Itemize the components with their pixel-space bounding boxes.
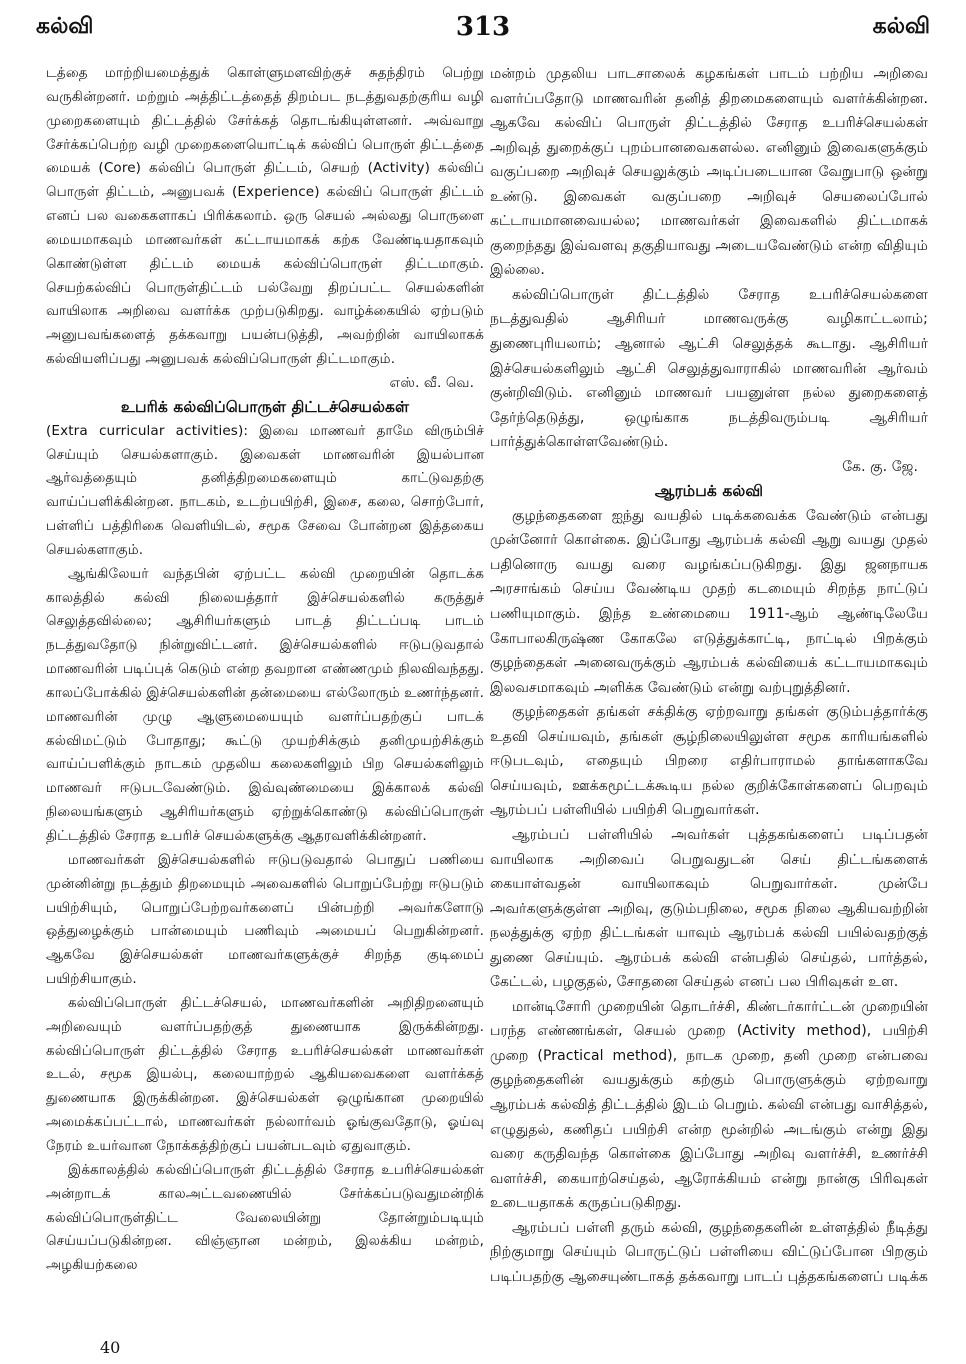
page-number: 313 bbox=[455, 12, 511, 42]
signature-number: 40 bbox=[100, 1338, 121, 1357]
author-initials: எஸ். வீ. வெ. bbox=[389, 374, 474, 391]
author-initials: கே. கு. ஜே. bbox=[842, 458, 918, 475]
right-column bbox=[490, 62, 928, 1289]
section-heading: உபரிக் கல்விப்பொருள் திட்டச்செயல்கள் bbox=[120, 397, 410, 416]
paragraph: மான்டிசோரி முறையின் தொடர்ச்சி, கிண்டர்கார்ட்டன் முறையின் பரந்த எண்ணங்கள், செயல் முறை (Activity method), பயிற்சி முறை (Practical method), நாடக முறை, தனி முறை என்பவை குழந்தைகளின் வயதுக்கும் கற்கும் பொருளுக்கும் ஏற்றவாறு ஆரம்பக் கல்வித் திட்டத்தில் இடம் பெறும். கல்வி என்பது வாசித்தல், எழுதுதல், கணிதப் பயிற்சி என்ற மூன்றில் அடங்கும் என்று இது வரை கருதிவந்த கொள்கை இப்போது அறிவு வளர்ச்சி, உணர்ச்சி வளர்ச்சி, கையாற்செய்தல், ஆரோக்கியம் என்று நான்கு பிரிவுகள் உடையதாகக் கருதப்படுகிறது. bbox=[490, 998, 928, 1212]
paragraph: கல்விப்பொருள் திட்டச்செயல், மாணவர்களின் அறிதிறனையும் அறிவையும் வளர்ப்பதற்குத் துணையாக இருக்கின்றது. கல்விப்பொருள் திட்டத்தில் சேராத உபரிச்செயல்கள் மாணவர்கள் உடல், சமூக இயல்பு, கலையாற்றல் ஆகியவைகளை வளர்க்கத் துணையாக இருக்கின்றன. இச்செயல்கள் ஒழுங்கான முறையில் அமைக்கப்பட்டால், மாணவர்கள் நல்லார்வம் ஓங்குவதோடு, ஓய்வு நேரம் உயர்வான நோக்கத்திற்குப் பயன்படவும் ஏதுவாகும். bbox=[46, 994, 484, 1154]
paragraph: மன்றம் முதலிய பாடசாலைக் கழகங்கள் பாடம் பற்றிய அறிவை வளர்ப்பதோடு மாணவரின் தனித் திறமைகளையும் வளர்க்கின்றன. ஆகவே கல்விப் பொருள் திட்டத்தில் சேராத உபரிச்செயல்கள் அறிவுத் துறைக்குப் புறம்பானவைகளல்ல. எனினும் இவைகளுக்கும் வகுப்பறை அறிவுச் செயலுக்கும் அடிப்படையான வேறுபாடு ஒன்று உண்டு. இவைகள் வகுப்பறை அறிவுச் செயலைப்போல் கட்டாயமானவையல்ல; மாணவர்கள் இவைகளில் திட்டமாகக் குறைந்தது இவ்வளவு தகுதியாவது அடையவேண்டும் என்ற விதியும் இல்லை. bbox=[490, 66, 928, 279]
paragraph: ஆரம்பப் பள்ளியில் அவர்கள் புத்தகங்களைப் படிப்பதன் வாயிலாக அறிவைப் பெறுவதுடன் செய் திட்டங்களைக் கையாள்வதன் வாயிலாகவும் பெறுவார்கள். முன்பே அவர்களுக்குள்ள அறிவு, குடும்பநிலை, சமூக நிலை ஆகியவற்றின் நலத்துக்கு ஏற்ற திட்டங்கள் யாவும் ஆரம்பக் கல்வி பயில்வதற்குத் துணை செய்யும். ஆரம்பக் கல்வி என்பதில் செய்தல், பார்த்தல், கேட்டல், பழகுதல், சோதனை செய்தல் எனப் பல பிரிவுகள் உள. bbox=[490, 826, 928, 991]
paragraph: ஆரம்பப் பள்ளி தரும் கல்வி, குழந்தைகளின் உள்ளத்தில் நீடித்து நிற்குமாறு செய்யும் பொருட்டுப் பள்ளியை விட்டுப்போன பிறகும் படிப்பதற்கு ஆசையுண்டாகத் தக்கவாறு பாடப் புத்தகங்களைப் படிக்க bbox=[490, 1219, 928, 1285]
section-heading: ஆரம்பக் கல்வி bbox=[654, 482, 764, 501]
paragraph: இக்காலத்தில் கல்விப்பொருள் திட்டத்தில் சேராத உபரிச்செயல்கள் அன்றாடக் காலஅட்டவணையில் சேர்க்கப்படுவதுமன்றிக் கல்விப்பொருள்திட்ட வேலையின்று தோன்றும்படியும் செய்யப்படுகின்றன. விஞ்ஞான மன்றம், இலக்கிய மன்றம், அழகியற்கலை bbox=[46, 1161, 484, 1274]
running-head-left: கல்வி bbox=[36, 14, 94, 39]
page-header bbox=[0, 0, 966, 52]
left-column bbox=[46, 62, 484, 1278]
running-head-right: கல்வி bbox=[872, 14, 930, 39]
paragraph: (Extra curricular activities): இவை மாணவர் தாமே விரும்பிச் செய்யும் செயல்களாகும். இவைகள் மாணவரின் இயல்பான ஆர்வத்தையும் தனித்திறமைகளையும் காட்டுவதற்கு வாய்ப்பளிக்கின்றன. நாடகம், உடற்பயிற்சி, இசை, கலை, சொற்போர், பள்ளிப் பத்திரிகை வெளியிடல், சமூக சேவை போன்றன இத்தகைய செயல்களாகும். bbox=[46, 422, 484, 558]
paragraph: குழந்தைகளை ஐந்து வயதில் படிக்கவைக்க வேண்டும் என்பது முன்னோர் கொள்கை. இப்போது ஆரம்பக் கல்வி ஆறு வயது முதல் பதினொரு வயது வரை வழங்கப்படுகிறது. இது ஜனநாயக அரசாங்கம் செய்ய வேண்டிய முதற் கடமையும் சிறந்த நாட்டுப் பணியுமாகும். இந்த உண்மையை 1911-ஆம் ஆண்டிலேயே கோபாலகிருஷ்ண கோகலே எடுத்துக்காட்டி, நாட்டில் பிறக்கும் குழந்தைகள் அனைவருக்கும் ஆரம்பக் கல்வியைக் கட்டாயமாகவும் இலவசமாகவும் அளிக்க வேண்டும் என்று வற்புறுத்தினர். bbox=[490, 507, 928, 696]
paragraph: குழந்தைகள் தங்கள் சக்திக்கு ஏற்றவாறு தங்கள் குடும்பத்தார்க்கு உதவி செய்யவும், தங்கள் சூழ்நிலையிலுள்ள சமூக காரியங்களில் ஈடுபடவும், எதையும் பிறரை எதிர்பாராமல் தாங்களாகவே செய்யவும், ஊக்கமூட்டக்கூடிய நல்ல குறிக்கோள்களைப் பெறவும் ஆரம்பப் பள்ளியில் பயிற்சி பெறுவார்கள். bbox=[490, 704, 928, 819]
paragraph: ஆங்கிலேயர் வந்தபின் ஏற்பட்ட கல்வி முறையின் தொடக்க காலத்தில் கல்வி நிலையத்தார் இச்செயல்களில் கருத்துச் செலுத்தவில்லை; ஆசிரியர்களும் பாடத் திட்டப்படி பாடம் நடத்துவதோடு நின்றுவிட்டனர். இச்செயல்களில் ஈடுபடுவதால் மாணவரின் படிப்புக் கெடும் என்ற தவறான எண்ணமும் நிலவிவந்தது. காலப்போக்கில் இச்செயல்களின் தன்மையை எல்லோரும் உணர்ந்தனர். மாணவரின் முழு ஆளுமையையும் வளர்ப்பதற்குப் பாடக் கல்விமட்டும் போதாது; கூட்டு முயற்சிக்கும் தனிமுயற்சிக்கும் வாய்ப்பளிக்கும் நாடகம் முதலிய கலைகளிலும் பிற செயல்களிலும் மாணவர் ஈடுபடவேண்டும். இவ்வுண்மையை இக்காலக் கல்வி நிலையங்களும் ஆசிரியர்களும் ஏற்றுக்கொண்டு கல்விப்பொருள் திட்டத்தில் சேராத உபரிச் செயல்களுக்கு ஆதரவளிக்கின்றனர். bbox=[46, 565, 484, 844]
paragraph: மாணவர்கள் இச்செயல்களில் ஈடுபடுவதால் பொதுப் பணியை முன்னின்று நடத்தும் திறமையும் அவைகளில் பொறுப்பேற்று ஈடுபடும் பயிற்சியும், பொறுப்பேற்றவர்களைப் பின்பற்றி அவர்களோடு ஒத்துழைக்கும் பான்மையும் பணிவும் அமையப் பெறுகின்றனர். ஆகவே இச்செயல்கள் மாணவர்களுக்குச் சிறந்த குடிமைப் பயிற்சியாகும். bbox=[46, 851, 484, 988]
paragraph: டத்தை மாற்றியமைத்துக் கொள்ளுமளவிற்குச் சுதந்திரம் பெற்று வருகின்றனர். மற்றும் அத்திட்டத்தைத் திறம்பட நடத்துவதற்குரிய வழி முறைகளையும் திட்டத்தில் சேர்க்கத் தொடங்கியுள்ளனர். அவ்வாறு சேர்க்கப்பெற்ற வழி முறைகளையொட்டிக் கல்விப் பொருள் திட்டத்தை மையக் (Core) கல்விப் பொருள் திட்டம், செயற் (Activity) கல்விப் பொருள் திட்டம், அனுபவக் (Experience) கல்விப் பொருள் திட்டம் எனப் பல வகைகளாகப் பிரிக்கலாம். ஒரு செயல் அல்லது பொருளை மையமாகவும் மாணவர்கள் கட்டாயமாகக் கற்க வேண்டியதாகவும் கொண்டுள்ள திட்டம் மையக் கல்விப்பொருள் திட்டமாகும். செயற்கல்விப் பொருள்திட்டம் பல்வேறு திறப்பட்ட செயல்களின் வாயிலாக அறிவை வளர்க்க முற்படுகிறது. வாழ்க்கையில் ஏற்படும் அனுபவங்களைத் தக்கவாறு பயன்படுத்தி, அவற்றின் வாயிலாகக் கல்வியளிப்பது அனுபவக் கல்விப்பொருள் திட்டமாகும். bbox=[46, 65, 484, 368]
paragraph: கல்விப்பொருள் திட்டத்தில் சேராத உபரிச்செயல்களை நடத்துவதில் ஆசிரியர் மாணவருக்கு வழிகாட்டலாம்; துணைபுரியலாம்; ஆனால் ஆட்சி செலுத்தக் கூடாது. ஆசிரியர் இச்செயல்களிலும் ஆட்சி செலுத்துவாராகில் மாணவரின் ஆர்வம் குன்றிவிடும். எனினும் மாணவர் பயனுள்ள நல்ல துறைகளைத் தேர்ந்தெடுத்து, ஒழுங்காக நடத்திவரும்படி ஆசிரியர் பார்த்துக்கொள்ளவேண்டும். bbox=[490, 286, 928, 451]
